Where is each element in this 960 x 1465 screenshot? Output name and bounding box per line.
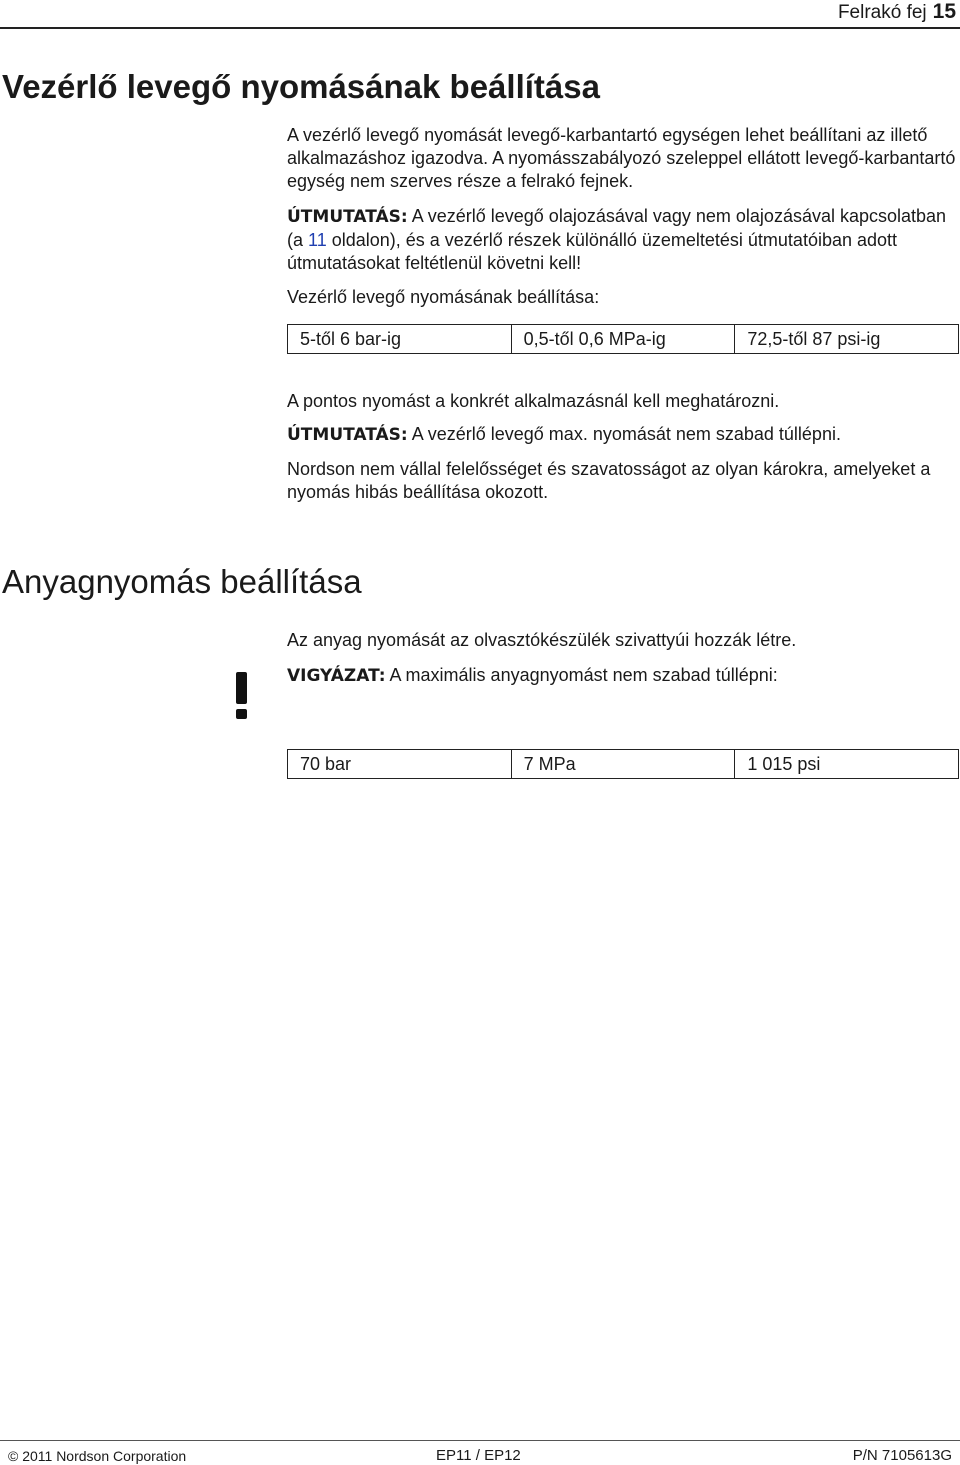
footer-copyright: © 2011 Nordson Corporation bbox=[8, 1448, 187, 1464]
note-text: A vezérlő levegő max. nyomását nem szabad túllépni. bbox=[407, 424, 841, 444]
control-air-intro: A vezérlő levegő nyomását levegő-karbantartó egységen lehet beállítani az illető alkalmazáshoz igazodva. A nyomásszabályozó szeleppel ellátott levegő-karbantartó egység nem szerves része a felrakó fejnek. bbox=[287, 125, 956, 191]
pressure-bar-cell: 70 bar bbox=[288, 750, 512, 779]
pressure-bar-cell: 5-től 6 bar-ig bbox=[288, 325, 512, 354]
table-row bbox=[288, 750, 959, 779]
caution-text bbox=[287, 664, 957, 688]
page-number: 15 bbox=[932, 0, 956, 23]
pressure-psi-cell: 1 015 psi bbox=[735, 750, 959, 779]
control-air-pressure-table bbox=[287, 324, 959, 354]
section-title-material-pressure: Anyagnyomás beállítása bbox=[2, 563, 362, 600]
footer-part-number: P/N 7105613G bbox=[852, 1447, 952, 1464]
page-reference-link[interactable]: 11 bbox=[308, 230, 327, 250]
setting-label: Vezérlő levegő nyomásának beállítása: bbox=[287, 287, 600, 307]
pressure-mpa-cell: 7 MPa bbox=[511, 750, 735, 779]
table-row bbox=[288, 325, 959, 354]
disclaimer-text: Nordson nem vállal felelősséget és szavatosságot az olyan károkra, amelyeket a nyomás hibás beállítása okozott. bbox=[287, 459, 931, 502]
exclamation-warning-icon bbox=[215, 668, 269, 722]
caution-label: VIGYÁZAT: bbox=[287, 666, 386, 686]
note-text-post: oldalon), és a vezérlő részek különálló üzemeltetési útmutatóiban adott útmutatásokat feltétlenül követni kell! bbox=[287, 230, 898, 273]
header-rule bbox=[0, 27, 960, 29]
running-header bbox=[838, 0, 956, 25]
note-text-pre: A vezérlő levegő olajozásával vagy nem olajozásával kapcsolatban (a bbox=[287, 206, 947, 250]
footer-rule bbox=[0, 1440, 960, 1441]
section-title-control-air: Vezérlő levegő nyomásának beállítása bbox=[2, 68, 600, 105]
pressure-psi-cell: 72,5-től 87 psi-ig bbox=[735, 325, 959, 354]
note-label: ÚTMUTATÁS: bbox=[287, 425, 408, 445]
pressure-mpa-cell: 0,5-től 0,6 MPa-ig bbox=[511, 325, 735, 354]
note-label: ÚTMUTATÁS: bbox=[287, 207, 408, 227]
caution-body: A maximális anyagnyomást nem szabad túllépni: bbox=[385, 665, 778, 685]
footer-model: EP11 / EP12 bbox=[436, 1447, 521, 1464]
header-title: Felrakó fej bbox=[837, 2, 927, 23]
note-max-pressure bbox=[287, 423, 957, 447]
max-material-pressure-table bbox=[287, 749, 959, 779]
note-lubrication bbox=[287, 205, 957, 275]
material-pressure-intro: Az anyag nyomását az olvasztókészülék szivattyúi hozzák létre. bbox=[287, 630, 797, 650]
exact-pressure-text: A pontos nyomást a konkrét alkalmazásnál kell meghatározni. bbox=[287, 391, 780, 411]
